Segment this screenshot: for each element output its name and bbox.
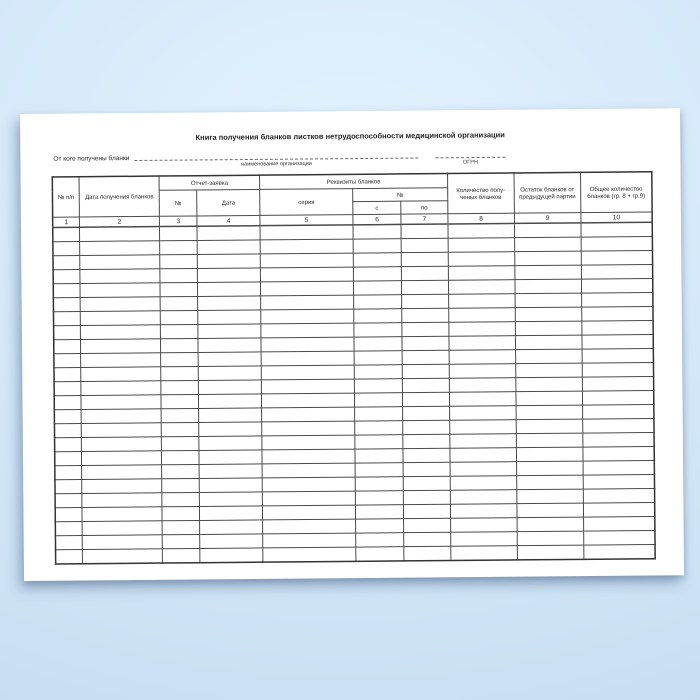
receipt-log-table <box>52 171 656 565</box>
empty-cell <box>53 297 80 311</box>
empty-cell <box>401 238 448 252</box>
empty-cell <box>356 533 404 547</box>
empty-cell <box>353 267 401 281</box>
empty-cell <box>162 520 200 534</box>
empty-cell <box>160 282 198 296</box>
empty-cell <box>53 269 80 283</box>
empty-cell <box>161 394 199 408</box>
empty-cell <box>83 549 163 564</box>
empty-cell <box>450 476 517 491</box>
empty-cell <box>355 477 403 491</box>
empty-cell <box>354 337 402 351</box>
col-header-previous-remainder: Остаток бланков от предыдущей партии <box>514 172 581 213</box>
column-number: 9 <box>514 213 581 224</box>
col-header-report-no: № <box>159 190 197 216</box>
empty-cell <box>450 504 517 519</box>
empty-cell <box>404 532 451 546</box>
empty-cell <box>81 325 161 340</box>
empty-cell <box>80 311 160 326</box>
empty-cell <box>160 324 198 338</box>
empty-cell <box>449 406 516 421</box>
empty-cell <box>515 321 582 336</box>
empty-cell <box>451 546 518 561</box>
empty-cell <box>200 506 263 521</box>
empty-cell <box>355 407 403 421</box>
empty-cell <box>356 505 404 519</box>
empty-cell <box>53 227 80 241</box>
empty-cell <box>402 364 449 378</box>
empty-cell <box>516 377 583 392</box>
empty-cell <box>82 507 162 522</box>
empty-cell <box>80 283 160 298</box>
fill-in-line <box>134 152 418 161</box>
empty-cell <box>82 479 162 494</box>
empty-cell <box>354 323 402 337</box>
empty-cell <box>449 322 516 337</box>
empty-cell <box>403 476 450 490</box>
empty-cell <box>402 392 449 406</box>
empty-cell <box>582 404 653 419</box>
empty-cell <box>197 226 260 241</box>
empty-cell <box>354 309 402 323</box>
empty-cell <box>198 268 261 283</box>
fill-in-line <box>435 151 505 159</box>
empty-cell <box>161 408 199 422</box>
empty-cell <box>81 409 161 424</box>
empty-cell <box>55 451 82 465</box>
empty-cell <box>262 491 355 506</box>
empty-cell <box>402 280 449 294</box>
empty-cell <box>402 378 449 392</box>
empty-cell <box>81 423 161 438</box>
empty-cell <box>261 351 354 366</box>
empty-cell <box>355 393 403 407</box>
empty-cell <box>82 521 162 536</box>
empty-cell <box>516 433 583 448</box>
empty-cell <box>449 392 516 407</box>
empty-cell <box>262 449 355 464</box>
empty-cell <box>82 465 162 480</box>
empty-cell <box>53 241 80 255</box>
empty-cell <box>200 548 263 563</box>
column-number: 8 <box>448 213 515 224</box>
col-header-number: № <box>353 188 448 202</box>
empty-cell <box>402 294 449 308</box>
empty-cell <box>262 477 355 492</box>
empty-cell <box>162 506 200 520</box>
empty-cell <box>515 335 582 350</box>
empty-cell <box>54 339 81 353</box>
empty-cell <box>54 423 81 437</box>
empty-cell <box>354 281 402 295</box>
empty-cell <box>55 465 82 479</box>
empty-cell <box>199 394 262 409</box>
empty-cell <box>263 547 356 562</box>
column-number: 3 <box>159 216 197 227</box>
empty-cell <box>403 504 450 518</box>
empty-cell <box>198 324 261 339</box>
empty-cell <box>160 240 198 254</box>
empty-cell <box>200 492 263 507</box>
empty-cell <box>160 254 198 268</box>
empty-cell <box>263 533 356 548</box>
empty-cell <box>403 448 450 462</box>
empty-cell <box>450 448 517 463</box>
empty-cell <box>82 535 162 550</box>
empty-cell <box>261 337 354 352</box>
empty-cell <box>161 422 199 436</box>
empty-cell <box>355 491 403 505</box>
empty-cell <box>162 534 200 548</box>
empty-cell <box>516 447 583 462</box>
empty-cell <box>450 462 517 477</box>
empty-cell <box>354 379 402 393</box>
organization-name-blank <box>134 152 418 169</box>
empty-cell <box>55 493 82 507</box>
empty-cell <box>261 267 354 282</box>
empty-cell <box>448 266 515 281</box>
empty-cell <box>448 280 515 295</box>
empty-cell <box>515 293 582 308</box>
empty-cell <box>199 450 262 465</box>
col-header-row-no: № п/п <box>52 177 79 217</box>
empty-cell <box>262 407 355 422</box>
empty-cell <box>355 435 403 449</box>
empty-cell <box>354 351 402 365</box>
empty-cell <box>515 307 582 322</box>
empty-cell <box>517 489 584 504</box>
empty-cell <box>199 422 262 437</box>
empty-cell <box>355 449 403 463</box>
empty-cell <box>517 503 584 518</box>
empty-cell <box>402 308 449 322</box>
empty-cell <box>55 507 82 521</box>
empty-cell <box>404 518 451 532</box>
empty-cell <box>53 311 80 325</box>
empty-cell <box>516 419 583 434</box>
empty-cell <box>55 521 82 535</box>
empty-cell <box>356 547 404 562</box>
empty-cell <box>161 450 199 464</box>
empty-cell <box>199 464 262 479</box>
document-page <box>20 108 684 581</box>
empty-cell <box>448 294 515 309</box>
empty-cell <box>199 436 262 451</box>
empty-cell <box>56 549 83 563</box>
empty-cell <box>583 516 654 531</box>
empty-cell <box>582 376 653 391</box>
empty-cell <box>160 310 198 324</box>
empty-cell <box>582 348 653 363</box>
empty-cell <box>262 435 355 450</box>
empty-cell <box>197 254 260 269</box>
empty-cell <box>54 395 81 409</box>
empty-cell <box>262 421 355 436</box>
empty-cell <box>355 463 403 477</box>
col-header-total-count: Общее количество бланков (гр. 8 + гр.9) <box>580 172 652 213</box>
empty-cell <box>354 365 402 379</box>
empty-cell <box>262 463 355 478</box>
column-number: 5 <box>260 215 353 226</box>
empty-cell <box>262 393 355 408</box>
empty-cell <box>583 488 654 503</box>
empty-cell <box>515 265 582 280</box>
empty-cell <box>159 226 197 241</box>
empty-cell <box>160 296 198 310</box>
empty-cell <box>198 338 261 353</box>
empty-cell <box>583 460 654 475</box>
column-number: 4 <box>197 215 260 226</box>
empty-cell <box>197 240 260 255</box>
empty-cell <box>260 253 353 268</box>
ogrn-blank <box>435 151 505 166</box>
empty-cell <box>514 237 581 252</box>
empty-cell <box>54 409 81 423</box>
empty-cell <box>356 519 404 533</box>
empty-cell <box>517 545 584 560</box>
empty-cell <box>515 349 582 364</box>
empty-cell <box>261 323 354 338</box>
empty-cell <box>353 239 401 253</box>
empty-cell <box>583 432 654 447</box>
empty-cell <box>160 268 198 282</box>
empty-cell <box>581 222 652 237</box>
col-header-receive-date: Дата получения бланков <box>79 176 159 217</box>
empty-cell <box>353 224 401 239</box>
empty-cell <box>161 436 199 450</box>
empty-cell <box>355 421 403 435</box>
col-header-report-request: Отчет-заявка <box>159 175 260 190</box>
column-number: 6 <box>353 214 401 225</box>
empty-cell <box>402 350 449 364</box>
empty-cell <box>81 339 161 354</box>
empty-cell <box>583 474 654 489</box>
empty-cell <box>198 310 261 325</box>
table-header <box>52 172 652 228</box>
empty-cell <box>516 391 583 406</box>
empty-cell <box>581 264 652 279</box>
empty-cell <box>261 295 354 310</box>
empty-cell <box>260 225 353 240</box>
empty-cell <box>517 517 584 532</box>
empty-cell <box>54 325 81 339</box>
empty-cell <box>263 505 356 520</box>
document-title: Книга получения бланков листков нетрудоспособности медицинской организации <box>195 130 505 142</box>
empty-cell <box>161 380 199 394</box>
empty-cell <box>81 353 161 368</box>
empty-cell <box>582 362 653 377</box>
empty-cell <box>261 365 354 380</box>
empty-cell <box>583 446 654 461</box>
empty-cell <box>448 238 515 253</box>
empty-cell <box>199 478 262 493</box>
empty-cell <box>582 320 653 335</box>
col-header-requisites: Реквизиты бланков <box>260 174 448 190</box>
empty-cell <box>54 353 81 367</box>
empty-cell <box>517 531 584 546</box>
col-header-report-date: Дата <box>197 189 260 216</box>
empty-cell <box>516 363 583 378</box>
empty-cell <box>401 224 448 239</box>
column-number: 10 <box>581 212 652 223</box>
empty-cell <box>54 367 81 381</box>
empty-cell <box>582 390 653 405</box>
empty-cell <box>584 530 655 545</box>
empty-cell <box>516 405 583 420</box>
empty-cell <box>55 479 82 493</box>
empty-cell <box>449 420 516 435</box>
empty-cell <box>162 464 200 478</box>
empty-cell <box>515 251 582 266</box>
column-number: 1 <box>53 217 80 227</box>
col-header-series: серия <box>260 189 353 216</box>
empty-cell <box>80 227 160 242</box>
empty-cell <box>403 434 450 448</box>
empty-cell <box>160 338 198 352</box>
empty-cell <box>581 236 652 251</box>
col-header-received-count: Количество полу-ченых бланков <box>447 173 514 214</box>
empty-cell <box>200 520 263 535</box>
empty-cell <box>263 519 356 534</box>
empty-cell <box>81 381 161 396</box>
empty-cell <box>449 336 516 351</box>
empty-cell <box>448 223 515 238</box>
empty-cell <box>199 408 262 423</box>
empty-cell <box>449 308 516 323</box>
empty-cell <box>403 490 450 504</box>
empty-cell <box>198 296 261 311</box>
empty-cell <box>198 366 261 381</box>
empty-cell <box>161 352 199 366</box>
empty-cell <box>81 395 161 410</box>
empty-cell <box>450 434 517 449</box>
empty-cell <box>80 241 160 256</box>
empty-cell <box>53 283 80 297</box>
empty-cell <box>449 350 516 365</box>
empty-cell <box>449 378 516 393</box>
empty-cell <box>582 306 653 321</box>
empty-cell <box>515 279 582 294</box>
empty-cell <box>199 380 262 395</box>
empty-cell <box>403 420 450 434</box>
empty-cell <box>403 406 450 420</box>
empty-cell <box>81 367 161 382</box>
empty-cell <box>584 544 655 559</box>
empty-cell <box>517 475 584 490</box>
from-whom-label: От кого получены бланки <box>53 154 130 163</box>
organization-name-caption: наименование организации <box>241 160 312 168</box>
empty-cell <box>401 252 448 266</box>
empty-cell <box>402 322 449 336</box>
table-body <box>53 222 655 564</box>
empty-cell <box>581 292 652 307</box>
empty-cell <box>82 437 162 452</box>
empty-cell <box>448 252 515 267</box>
empty-cell <box>583 502 654 517</box>
empty-cell <box>55 437 82 451</box>
ogrn-caption: ОГРН <box>462 159 478 166</box>
empty-cell <box>198 352 261 367</box>
from-whom-row <box>53 149 680 169</box>
empty-cell <box>80 269 160 284</box>
column-number: 2 <box>80 216 160 227</box>
column-number: 7 <box>401 214 448 225</box>
empty-cell <box>401 266 448 280</box>
empty-cell <box>82 493 162 508</box>
empty-cell <box>162 492 200 506</box>
empty-cell <box>55 535 82 549</box>
empty-cell <box>162 478 200 492</box>
empty-cell <box>450 518 517 533</box>
col-header-from: с <box>353 201 401 214</box>
empty-cell <box>581 278 652 293</box>
empty-cell <box>82 451 162 466</box>
empty-cell <box>261 379 354 394</box>
empty-cell <box>161 366 199 380</box>
empty-cell <box>404 546 451 561</box>
empty-cell <box>162 548 200 563</box>
empty-cell <box>514 223 581 238</box>
empty-cell <box>583 418 654 433</box>
empty-cell <box>402 336 449 350</box>
empty-cell <box>516 461 583 476</box>
empty-cell <box>198 282 261 297</box>
empty-cell <box>80 297 160 312</box>
empty-cell <box>582 334 653 349</box>
empty-cell <box>54 381 81 395</box>
empty-cell <box>449 364 516 379</box>
empty-cell <box>53 255 80 269</box>
col-header-to: по <box>401 201 448 214</box>
empty-cell <box>260 239 353 254</box>
empty-cell <box>261 281 354 296</box>
empty-cell <box>80 255 160 270</box>
empty-cell <box>450 532 517 547</box>
empty-cell <box>450 490 517 505</box>
empty-cell <box>353 253 401 267</box>
empty-cell <box>581 250 652 265</box>
empty-cell <box>200 534 263 549</box>
empty-cell <box>403 462 450 476</box>
empty-cell <box>354 295 402 309</box>
empty-cell <box>261 309 354 324</box>
